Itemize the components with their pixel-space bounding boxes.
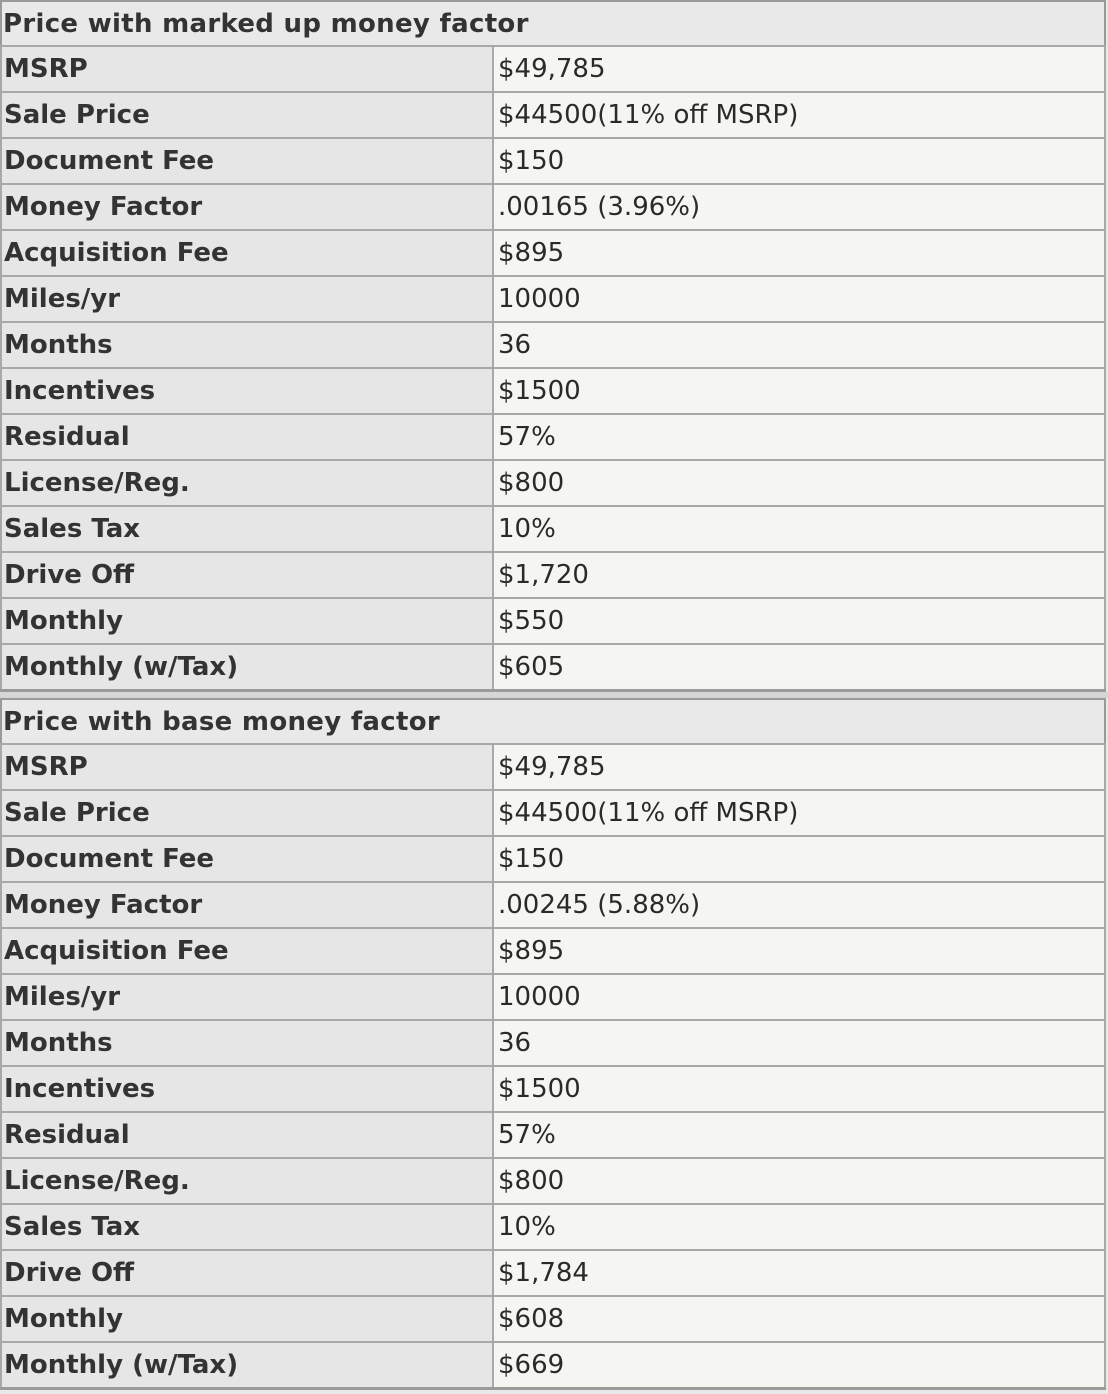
row-label: Sale Price bbox=[1, 790, 493, 836]
row-value: 36 bbox=[493, 1020, 1105, 1066]
table-row bbox=[1, 368, 1105, 414]
table-row bbox=[1, 744, 1105, 790]
table-row bbox=[1, 184, 1105, 230]
row-value: $550 bbox=[493, 598, 1105, 644]
table-row bbox=[1, 882, 1105, 928]
table-row bbox=[1, 790, 1105, 836]
row-value: $605 bbox=[493, 644, 1105, 691]
row-label: Monthly (w/Tax) bbox=[1, 1342, 493, 1389]
row-value: 57% bbox=[493, 414, 1105, 460]
table-row bbox=[1, 928, 1105, 974]
table-row bbox=[1, 1020, 1105, 1066]
base-money-factor-table bbox=[0, 698, 1106, 1390]
row-label: Incentives bbox=[1, 1066, 493, 1112]
row-label: Incentives bbox=[1, 368, 493, 414]
row-value: $800 bbox=[493, 460, 1105, 506]
table-row bbox=[1, 1204, 1105, 1250]
table-row bbox=[1, 836, 1105, 882]
row-label: Monthly bbox=[1, 598, 493, 644]
table-row bbox=[1, 1342, 1105, 1389]
row-value: $895 bbox=[493, 230, 1105, 276]
row-label: Miles/yr bbox=[1, 974, 493, 1020]
marked-up-money-factor-table bbox=[0, 0, 1106, 692]
row-value: 10% bbox=[493, 1204, 1105, 1250]
table-row bbox=[1, 1112, 1105, 1158]
row-value: $150 bbox=[493, 138, 1105, 184]
row-value: .00165 (3.96%) bbox=[493, 184, 1105, 230]
row-label: Months bbox=[1, 322, 493, 368]
row-label: MSRP bbox=[1, 46, 493, 92]
table-row bbox=[1, 1250, 1105, 1296]
row-value: $895 bbox=[493, 928, 1105, 974]
row-value: 10% bbox=[493, 506, 1105, 552]
row-label: MSRP bbox=[1, 744, 493, 790]
row-label: Residual bbox=[1, 414, 493, 460]
row-label: Miles/yr bbox=[1, 276, 493, 322]
table-row bbox=[1, 138, 1105, 184]
table-row bbox=[1, 1158, 1105, 1204]
table-header-row bbox=[1, 699, 1105, 744]
row-label: Acquisition Fee bbox=[1, 928, 493, 974]
row-value: $44500(11% off MSRP) bbox=[493, 92, 1105, 138]
table-row bbox=[1, 974, 1105, 1020]
table-row bbox=[1, 414, 1105, 460]
table-row bbox=[1, 322, 1105, 368]
row-label: License/Reg. bbox=[1, 460, 493, 506]
row-label: Money Factor bbox=[1, 184, 493, 230]
table-title: Price with base money factor bbox=[1, 699, 1105, 744]
row-value: $49,785 bbox=[493, 46, 1105, 92]
row-label: Drive Off bbox=[1, 552, 493, 598]
table-row bbox=[1, 506, 1105, 552]
table-body bbox=[1, 46, 1105, 691]
table-header-row bbox=[1, 1, 1105, 46]
row-value: 10000 bbox=[493, 276, 1105, 322]
row-label: Monthly (w/Tax) bbox=[1, 644, 493, 691]
table-title: Price with marked up money factor bbox=[1, 1, 1105, 46]
table-body bbox=[1, 744, 1105, 1389]
row-value: $150 bbox=[493, 836, 1105, 882]
table-row bbox=[1, 276, 1105, 322]
row-value: 57% bbox=[493, 1112, 1105, 1158]
row-value: $669 bbox=[493, 1342, 1105, 1389]
row-value: 10000 bbox=[493, 974, 1105, 1020]
row-value: .00245 (5.88%) bbox=[493, 882, 1105, 928]
table-row bbox=[1, 1066, 1105, 1112]
row-value: $1500 bbox=[493, 1066, 1105, 1112]
row-label: Sale Price bbox=[1, 92, 493, 138]
row-label: Document Fee bbox=[1, 836, 493, 882]
table-row bbox=[1, 92, 1105, 138]
row-value: $1,784 bbox=[493, 1250, 1105, 1296]
row-label: Sales Tax bbox=[1, 1204, 493, 1250]
row-value: $49,785 bbox=[493, 744, 1105, 790]
row-value: $800 bbox=[493, 1158, 1105, 1204]
row-label: Drive Off bbox=[1, 1250, 493, 1296]
table-row bbox=[1, 460, 1105, 506]
row-label: Money Factor bbox=[1, 882, 493, 928]
table-row bbox=[1, 552, 1105, 598]
row-label: Monthly bbox=[1, 1296, 493, 1342]
row-value: $44500(11% off MSRP) bbox=[493, 790, 1105, 836]
row-value: $1500 bbox=[493, 368, 1105, 414]
row-label: Acquisition Fee bbox=[1, 230, 493, 276]
row-value: $608 bbox=[493, 1296, 1105, 1342]
row-value: 36 bbox=[493, 322, 1105, 368]
table-row bbox=[1, 598, 1105, 644]
table-row bbox=[1, 46, 1105, 92]
row-label: Sales Tax bbox=[1, 506, 493, 552]
table-row bbox=[1, 1296, 1105, 1342]
row-label: Residual bbox=[1, 1112, 493, 1158]
row-label: License/Reg. bbox=[1, 1158, 493, 1204]
table-row bbox=[1, 644, 1105, 691]
row-value: $1,720 bbox=[493, 552, 1105, 598]
table-row bbox=[1, 230, 1105, 276]
row-label: Document Fee bbox=[1, 138, 493, 184]
row-label: Months bbox=[1, 1020, 493, 1066]
